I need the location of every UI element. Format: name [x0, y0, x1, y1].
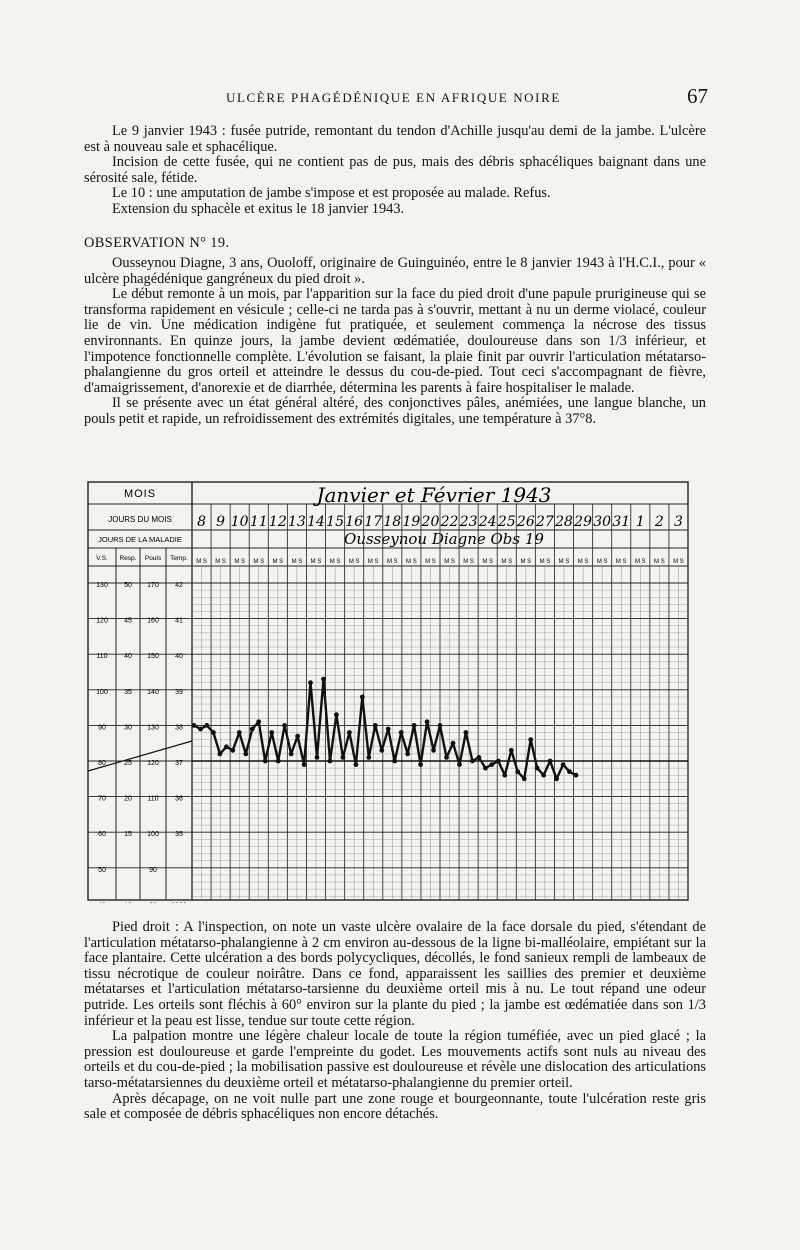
- temperature-point: [399, 730, 404, 735]
- temperature-point: [483, 766, 488, 771]
- scale-tick-label: 80: [98, 760, 106, 767]
- temperature-point: [379, 748, 384, 753]
- temperature-point: [334, 712, 339, 717]
- ms-label: M S: [272, 559, 284, 565]
- scale-tick-label: 110: [96, 653, 108, 661]
- temperature-point: [295, 734, 300, 739]
- temperature-point: [341, 755, 346, 760]
- scale-tick-label: [149, 902, 157, 903]
- paragraph: Il se présente avec un état général altéré, des conjonctives pâles, anémiées, une langue blanche, un pouls petit et rapide, un refroidissement des extrémités digitales, une température à 37°8.: [84, 395, 706, 427]
- scale-tick-label: 140: [147, 688, 159, 696]
- observation-heading: OBSERVATION N° 19.: [84, 235, 230, 251]
- ms-label: M S: [406, 559, 417, 565]
- paragraph: Le 9 janvier 1943 : fusée putride, remontant du tendon d'Achille jusqu'au demi de la jambe. L'ulcère est à nouveau sale et sphacélique.: [84, 123, 706, 155]
- ms-label: M S: [463, 559, 474, 565]
- ms-label: M S: [348, 559, 360, 565]
- day-number: 3: [674, 514, 683, 530]
- ms-label: M S: [577, 559, 589, 565]
- scale-tick-label: 50: [98, 866, 106, 874]
- scale-tick-label: 130: [96, 582, 108, 589]
- temperature-point: [515, 769, 520, 774]
- scale-tick-label: 90: [149, 866, 157, 874]
- scale-tick-label: 110: [147, 795, 159, 803]
- ms-label: M S: [367, 559, 379, 565]
- temperature-point: [308, 680, 313, 685]
- paragraph: Ousseynou Diagne, 3 ans, Ouoloff, originaire de Guinguinéo, entre le 8 janvier 1943 à l'H.C.I., pour « ulcère phagédénique gangréneux du pied droit ».: [84, 255, 706, 287]
- temperature-point: [224, 744, 229, 749]
- temperature-point: [444, 755, 449, 760]
- day-number: 17: [364, 514, 383, 530]
- scale-tick-label: 90: [98, 724, 106, 732]
- scale-tick-label: 160: [147, 617, 159, 625]
- temperature-point: [477, 755, 482, 760]
- ms-label: M S: [615, 559, 627, 565]
- day-number: 30: [593, 514, 612, 530]
- ms-label: M S: [386, 559, 398, 565]
- temperature-point: [218, 752, 223, 757]
- temperature-point: [373, 723, 378, 728]
- paragraph: Incision de cette fusée, qui ne contient pas de pus, mais des débris sphacéliques baignant dans une sérosité sale, fétide.: [84, 154, 706, 186]
- scale-tick-label: 41: [175, 617, 183, 625]
- temperature-point: [496, 759, 501, 764]
- ms-label: M S: [444, 559, 455, 565]
- scale-tick-label: 35: [175, 831, 183, 839]
- temperature-point: [541, 773, 546, 778]
- temperature-point: [392, 759, 397, 764]
- scale-tick-label: [171, 902, 187, 903]
- temperature-point: [431, 748, 436, 753]
- running-head-title: ULCÈRE PHAGÉDÉNIQUE EN AFRIQUE NOIRE: [226, 90, 561, 105]
- temperature-point: [522, 776, 527, 781]
- handwritten-patient: Ousseynou Diagne Obs 19: [344, 530, 544, 548]
- temperature-point: [548, 759, 553, 764]
- day-number: 23: [459, 514, 478, 530]
- scale-tick-label: [98, 902, 106, 903]
- temperature-point: [302, 762, 307, 767]
- scale-tick-label: 130: [147, 724, 159, 732]
- day-number: 9: [216, 514, 226, 530]
- scale-tick-label: 120: [147, 760, 159, 767]
- day-number: 14: [307, 514, 325, 530]
- day-number: 10: [230, 514, 249, 530]
- paragraph: Après décapage, on ne voit nulle part une zone rouge et bourgeonnante, toute l'ulcération reste gris sale et composée de débris sphacéliques non encore détachés.: [84, 1090, 706, 1123]
- temperature-point: [489, 762, 494, 767]
- scale-tick-label: 35: [124, 688, 132, 696]
- temperature-point: [250, 727, 255, 732]
- temperature-point: [289, 752, 294, 757]
- temperature-point: [470, 759, 475, 764]
- day-number: 2: [654, 514, 664, 530]
- ms-label: M S: [539, 559, 551, 565]
- scale-tick-label: 50: [124, 582, 132, 589]
- temperature-point: [535, 766, 540, 771]
- paragraph: Le 10 : une amputation de jambe s'impose et est proposée au malade. Refus.: [112, 185, 551, 202]
- day-number: 8: [197, 514, 206, 530]
- jours-du-mois-label: JOURS DU MOIS: [108, 515, 172, 524]
- temperature-point: [528, 737, 533, 742]
- ms-label: M S: [673, 559, 684, 565]
- temperature-point: [354, 762, 359, 767]
- day-number: 18: [383, 514, 402, 530]
- scale-tick-label: 20: [124, 795, 132, 803]
- temperature-point: [386, 727, 391, 732]
- temperature-point: [237, 730, 242, 735]
- scale-tick-label: 100: [147, 831, 159, 839]
- day-number: 27: [536, 514, 554, 530]
- paragraph: Extension du sphacèle et exitus le 18 janvier 1943.: [112, 200, 405, 217]
- scale-tick-label: 70: [98, 795, 106, 803]
- temperature-point: [405, 752, 410, 757]
- day-number: 13: [288, 514, 306, 530]
- scale-tick-label: 60: [98, 831, 106, 839]
- day-number: 16: [345, 514, 364, 530]
- temperature-point: [276, 759, 281, 764]
- ms-label: M S: [520, 559, 532, 565]
- top-text-block: [84, 124, 706, 218]
- scale-tick-label: 25: [124, 760, 132, 767]
- ms-label: M S: [654, 559, 665, 565]
- page-number: 67: [687, 84, 708, 108]
- day-number: 1: [635, 514, 645, 530]
- paragraph: La palpation montre une légère chaleur locale de toute la région tuméfiée, avec un pied glacé ; la pression est douloureuse et garde l'empreinte du godet. Les mouvements actifs sont nuls au niveau des orteils et du cou-de-pied ; la mobilisation passive est douloureuse et révèle une dislocation des articulations tarso-métatarsiennes du deuxième orteil et métatarso-phalangienne du premier orteil.: [84, 1028, 706, 1091]
- temperature-point: [263, 759, 268, 764]
- scale-tick-label: 100: [96, 688, 108, 696]
- ms-label: M S: [291, 559, 303, 565]
- temperature-point: [418, 762, 423, 767]
- temperature-point: [269, 730, 274, 735]
- day-number: 24: [478, 514, 497, 530]
- ms-label: M S: [329, 559, 341, 565]
- scale-tick-label: 38: [175, 724, 183, 732]
- scale-tick-label: 150: [147, 653, 159, 661]
- ms-label: M S: [596, 559, 608, 565]
- observation-text-block: [84, 256, 706, 428]
- scale-tick-label: [124, 902, 132, 903]
- temperature-point: [366, 755, 371, 760]
- day-number: 22: [440, 514, 459, 530]
- day-number: 15: [326, 514, 344, 530]
- mois-label: MOIS: [123, 488, 157, 500]
- scale-tick-label: 42: [175, 582, 183, 589]
- ms-label: M S: [196, 559, 207, 565]
- day-number: 25: [497, 514, 516, 530]
- scale-tick-label: 36: [175, 795, 183, 803]
- temperature-point: [243, 752, 248, 757]
- day-number: 19: [402, 514, 421, 530]
- temperature-chart: [84, 478, 690, 903]
- running-head: [0, 84, 800, 112]
- temperature-point: [256, 719, 261, 724]
- day-number: 28: [555, 514, 573, 530]
- temperature-point: [574, 773, 579, 778]
- temperature-point: [412, 723, 417, 728]
- temperature-point: [451, 741, 456, 746]
- temperature-point: [192, 723, 197, 728]
- column-header: Pouls: [144, 555, 162, 562]
- day-number: 20: [421, 514, 440, 530]
- temperature-point: [464, 730, 469, 735]
- scale-tick-label: 40: [124, 653, 132, 661]
- temperature-point: [561, 762, 566, 767]
- column-header: Temp.: [170, 555, 188, 562]
- temperature-chart-svg: [84, 478, 690, 903]
- scale-tick-label: 45: [124, 617, 132, 625]
- day-number: 31: [612, 514, 631, 530]
- bottom-text-block: [84, 920, 706, 1123]
- temperature-point: [315, 755, 320, 760]
- paragraph: Pied droit : A l'inspection, on note un vaste ulcère ovalaire de la face dorsale du pied, s'étendant de l'articulation métatarso-phalangienne à 2 cm environ au-dessous de la ligne bi-malléolaire, empiétant sur la face plantaire. Cette ulcération a des bords polycycliques, décollés, le fond sanieux rempli de lambeaux de tissu nécrotique de couleur noirâtre. Dans ce fond, apparaissent les saillies des premier et deuxième métatarses et l'articulation métatarso-tarsienne du deuxième orteil mis à nu. Le tout répand une odeur putride. Les orteils sont fléchis à 60° environ sur la plante du pied ; la jambe est œdématiée dans son 1/3 inférieur et la peau est lisse, tendue sur toute cette région.: [84, 919, 706, 1029]
- column-header: Resp.: [119, 555, 137, 562]
- temperature-point: [554, 776, 559, 781]
- scale-tick-label: 170: [147, 582, 159, 589]
- scale-tick-label: 40: [175, 653, 183, 661]
- scale-tick-label: 30: [124, 724, 132, 732]
- scale-tick-label: 39: [175, 688, 183, 696]
- temperature-point: [438, 723, 443, 728]
- scale-tick-label: 15: [124, 831, 132, 839]
- temperature-point: [502, 773, 507, 778]
- ms-label: M S: [234, 559, 246, 565]
- jours-maladie-label: JOURS DE LA MALADIE: [98, 535, 182, 544]
- scale-tick-label: 120: [96, 617, 108, 625]
- temperature-point: [328, 759, 333, 764]
- ms-label: M S: [558, 559, 570, 565]
- day-number: 11: [249, 514, 268, 530]
- temperature-point: [230, 748, 235, 753]
- temperature-point: [321, 677, 326, 682]
- temperature-point: [457, 762, 462, 767]
- temperature-point: [211, 730, 216, 735]
- temperature-point: [347, 730, 352, 735]
- temperature-point: [360, 695, 365, 700]
- ms-label: M S: [482, 559, 494, 565]
- day-number: 29: [574, 514, 592, 530]
- ms-label: M S: [310, 559, 322, 565]
- day-number: 26: [516, 514, 535, 530]
- column-header: V.S.: [96, 555, 108, 562]
- handwritten-month: Janvier et Février 1943: [316, 483, 552, 507]
- temperature-point: [205, 723, 210, 728]
- ms-label: M S: [425, 559, 436, 565]
- paragraph: Le début remonte à un mois, par l'apparition sur la face du pied droit d'une papule prurigineuse qui se transforma rapidement en vésicule ; celle-ci ne tarda pas à s'ouvrir, mettant à nu un derme violacé, couleur lie de vin. Une médication indigène fut pratiquée, et seulement commença la nécrose des tissus environnants. En quinze jours, la jambe devient œdématiée, douloureuse dans son 1/3 inférieur, et l'impotence fonctionnelle complète. L'évolution se faisant, la plaie finit par ouvrir l'articulation métatarso-phalangienne du gros orteil et atteindre le dessus du cou-de-pied. Tout ceci s'accompagnant de fièvre, d'amaigrissement, d'anorexie et de diarrhée, détermina les parents à faire hospitaliser le malade.: [84, 286, 706, 396]
- ms-label: M S: [501, 559, 513, 565]
- scale-tick-label: 37: [175, 760, 183, 767]
- ms-label: M S: [253, 559, 265, 565]
- temperature-point: [509, 748, 514, 753]
- temperature-point: [282, 723, 287, 728]
- ms-label: M S: [634, 559, 646, 565]
- temperature-point: [198, 727, 203, 732]
- temperature-point: [567, 769, 572, 774]
- day-number: 12: [268, 514, 287, 530]
- ms-label: M S: [215, 559, 226, 565]
- temperature-point: [425, 719, 430, 724]
